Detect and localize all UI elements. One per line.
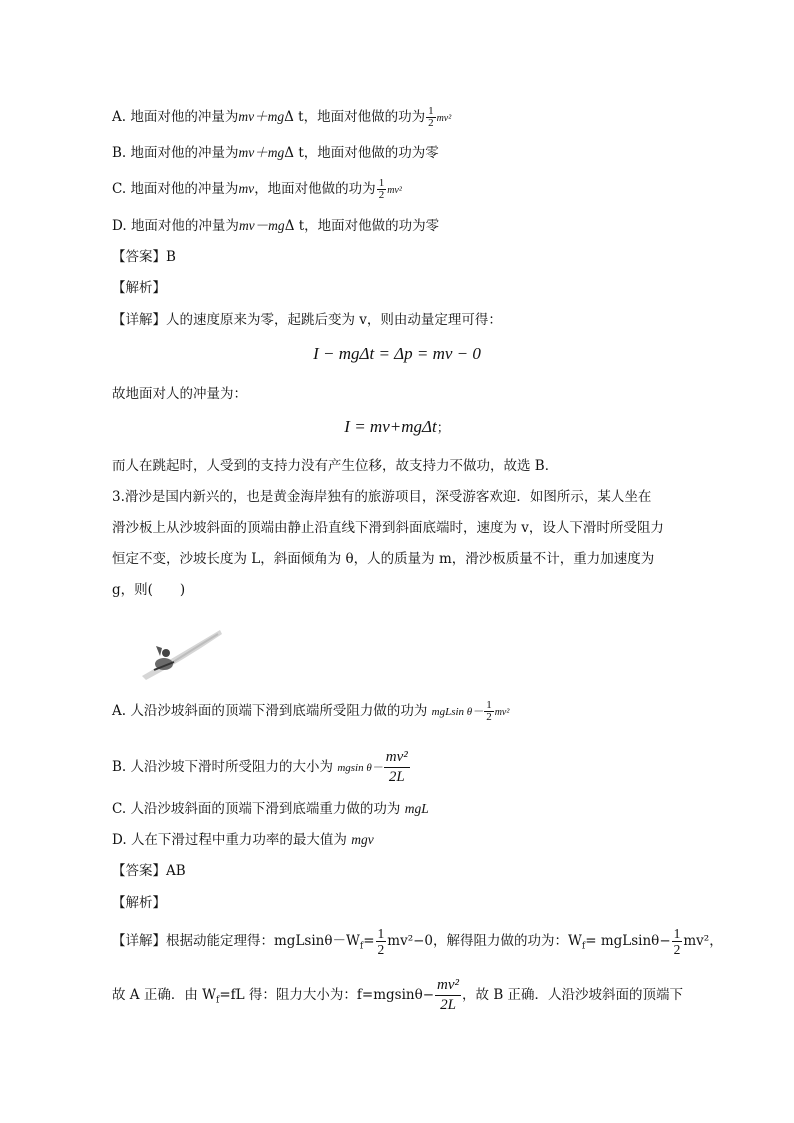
q2-option-b: B. 地面对他的冲量为mv＋mgΔ t，地面对他做的功为零: [112, 145, 439, 161]
q2-equation-momentum: I − mgΔt = Δp = mv − 0: [313, 344, 481, 363]
q2-option-c: C. 地面对他的冲量为mv，地面对他做的功为 $\frac{1}{2}$ mv²: [112, 177, 402, 201]
q2-option-a: A. 地面对他的冲量为mv＋mgΔ t，地面对他做的功为 $\frac{1}{2}$ mv²: [112, 105, 452, 129]
q3-option-a: A. 人沿沙坡斜面的顶端下滑到底端所受阻力做的功为 mgLsin θ－ $\frac{1}{2}$ mv²: [112, 699, 510, 723]
q3-stem-line-4: g，则( ): [112, 582, 186, 598]
q3-option-b: B. 人沿沙坡下滑时所受阻力的大小为 mgsin θ－ $\frac{\text{mv²}}{2L}$: [112, 749, 408, 785]
q2-impulse-text: 故地面对人的冲量为：: [112, 386, 247, 402]
q3-stem-line-1: 3.滑沙是国内新兴的，也是黄金海岸独有的旅游项目，深受游客欢迎．如图所示，某人坐在: [112, 489, 652, 505]
sand-sliding-illustration: [140, 620, 224, 682]
q3-option-d: D. 人在下滑过程中重力功率的最大值为 mgv: [112, 832, 374, 848]
q3-analysis-label: 【解析】: [112, 895, 166, 911]
q3-stem-line-3: 恒定不变，沙坡长度为 L，斜面倾角为 θ，人的质量为 m，滑沙板质量不计，重力加速度为: [112, 551, 655, 567]
q2-answer: 【答案】B: [112, 249, 176, 265]
q2-equation-impulse: I = mv+mgΔt；: [344, 417, 450, 436]
q2-conclusion: 而人在跳起时，人受到的支持力没有产生位移，故支持力不做功，故选 B．: [112, 458, 559, 474]
q3-detail-line-2: 故 A 正确．由 $W_f=fL$ 得：阻力大小为：f=mgsinθ− $\frac{\text{mv²}}{2L}$ ，故 B 正确．人沿沙坡斜面的顶端下: [112, 977, 684, 1013]
q2-analysis-label: 【解析】: [112, 280, 166, 296]
q3-detail-line-1: 【详解】根据动能定理得：$mgLsin\theta-W_f=$ $\frac{1}{2}$ mv²−0，解得阻力做的功为：$W_f= mgLsin\theta-$ $\frac{1}{2}$ mv²，: [112, 926, 723, 957]
q3-answer: 【答案】AB: [112, 863, 186, 879]
q3-stem-line-2: 滑沙板上从沙坡斜面的顶端由静止沿直线下滑到斜面底端时，速度为 v，设人下滑时所受阻力: [112, 520, 664, 536]
q2-option-d: D. 地面对他的冲量为mv－mgΔ t，地面对他做的功为零: [112, 218, 440, 234]
q3-option-c: C. 人沿沙坡斜面的顶端下滑到底端重力做的功为 mgL: [112, 801, 429, 817]
q2-detail: 【详解】人的速度原来为零，起跳后变为 v，则由动量定理可得：: [112, 312, 502, 328]
